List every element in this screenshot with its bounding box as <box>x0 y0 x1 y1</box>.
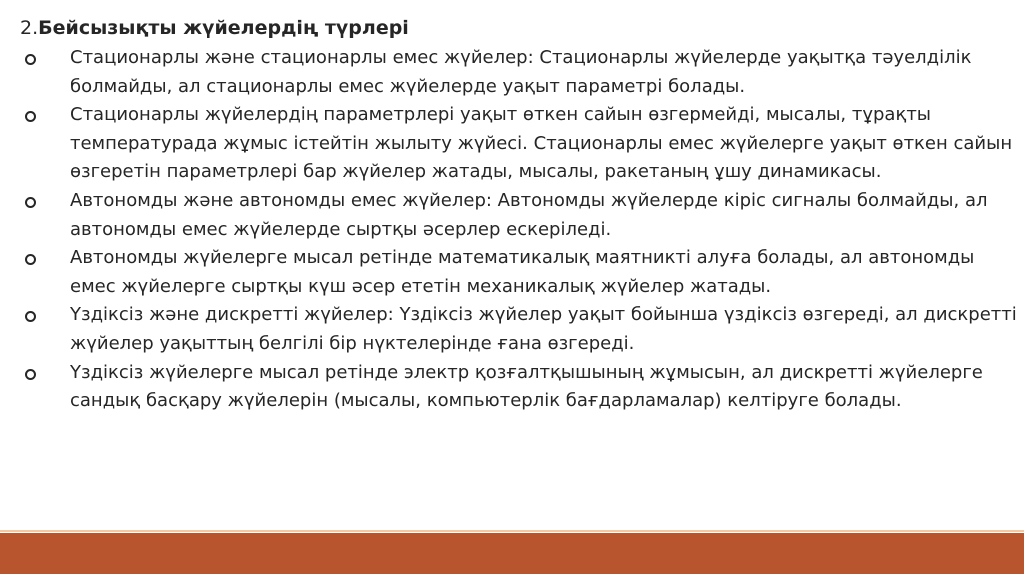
hollow-circle-icon <box>25 197 36 208</box>
bullet-text: Автономды жүйелерге мысал ретінде математикалық маятникті алуға болады, ал автономды емес жүйелерге сыртқы күш әсер ететін механикалық жүйелер жатады. <box>70 247 975 297</box>
list-item <box>20 44 1020 101</box>
list-item <box>20 301 1020 358</box>
list-item <box>20 187 1020 244</box>
hollow-circle-icon <box>25 311 36 322</box>
bullet-text: Үздіксіз және дискретті жүйелер: Үздіксіз жүйелер уақыт бойынша үздіксіз өзгереді, ал дискретті жүйелер уақыттың белгілі бір нүктелерінде ғана өзгереді. <box>70 304 1017 354</box>
hollow-circle-icon <box>25 254 36 265</box>
list-item <box>20 359 1020 416</box>
list-item <box>20 101 1020 187</box>
heading-title: Бейсызықты жүйелердің түрлері <box>38 17 409 39</box>
bullet-text: Автономды және автономды емес жүйелер: Автономды жүйелерде кіріс сигналы болмайды, ал автономды емес жүйелерде сыртқы әсерлер ескеріледі. <box>70 189 988 240</box>
hollow-circle-icon <box>25 369 36 380</box>
footer-band <box>0 533 1024 574</box>
list-item <box>20 244 1020 301</box>
slide-content <box>20 14 1020 416</box>
heading-number: 2. <box>20 17 39 39</box>
bullet-text: Үздіксіз жүйелерге мысал ретінде электр қозғалтқышының жұмысын, ал дискретті жүйелерге сандық басқару жүйелерін (мысалы, компьютерлік бағдарламалар) келтіруге болады. <box>70 361 983 412</box>
bullet-list <box>20 44 1020 416</box>
hollow-circle-icon <box>25 111 36 122</box>
hollow-circle-icon <box>25 54 36 65</box>
bullet-text: Стационарлы және стационарлы емес жүйелер: Стационарлы жүйелерде уақытқа тәуелділік болмайды, ал стационарлы емес жүйелерде уақыт параметрі болады. <box>70 47 972 97</box>
bullet-text: Стационарлы жүйелердің параметрлері уақыт өткен сайын өзгермейді, мысалы, тұрақты температурада жұмыс істейтін жылыту жүйесі. Стационарлы емес жүйелерге уақыт өткен сайын өзгеретін параметрлері бар жүйелер жатады, мысалы, ракетаның ұшу динамикасы. <box>70 104 1013 183</box>
footer-divider <box>0 530 1024 532</box>
slide-heading <box>20 14 1020 42</box>
